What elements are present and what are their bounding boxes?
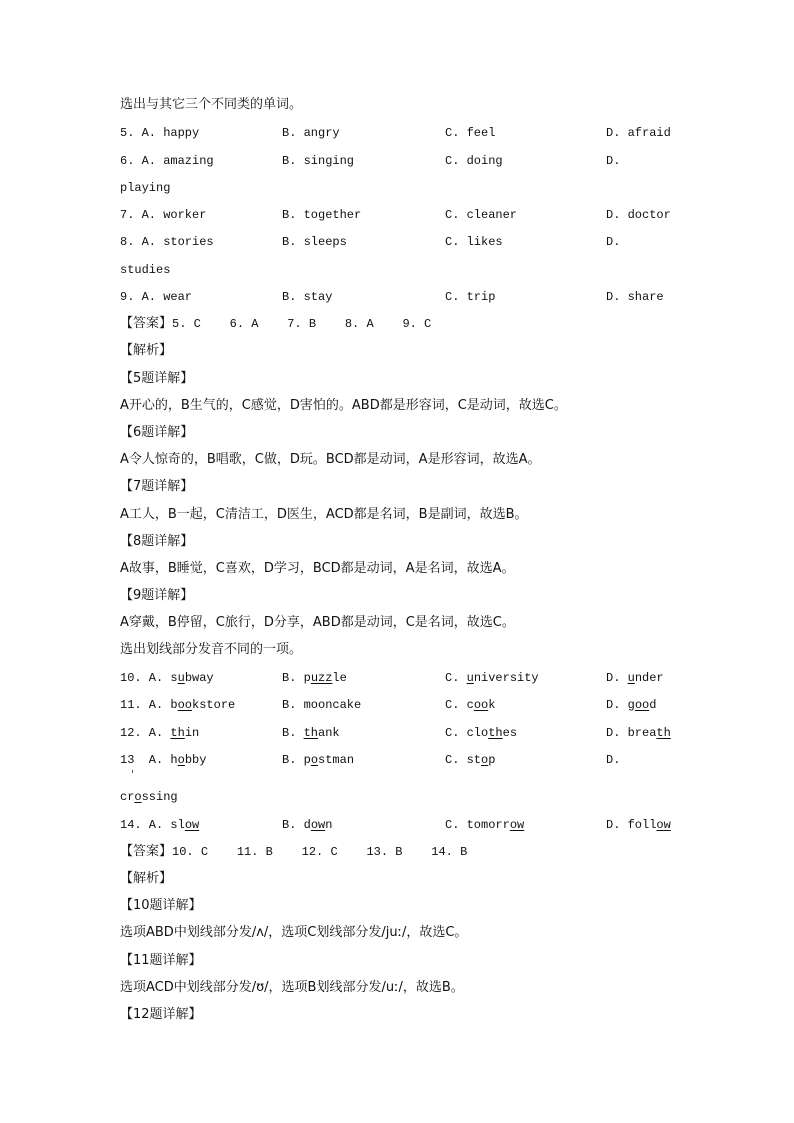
option-d: D. under	[606, 671, 664, 685]
option-a: 8. A. stories	[120, 235, 214, 249]
question-5	[120, 123, 680, 143]
option-d: D. doctor	[606, 208, 671, 222]
detail-title: 【11题详解】	[120, 953, 202, 968]
answer-values: 10. C 11. B 12. C 13. B 14. B	[172, 845, 468, 859]
detail-title: 【6题详解】	[120, 425, 194, 440]
option-c: C. likes	[445, 235, 503, 249]
option-b: B. angry	[282, 126, 340, 140]
question-9	[120, 287, 680, 307]
option-c: C. trip	[445, 290, 496, 304]
question-11	[120, 695, 680, 715]
detail-title: 【12题详解】	[120, 1007, 202, 1022]
option-c: C. cleaner	[445, 208, 518, 222]
detail-text: 选项ABD中划线部分发/ʌ/，选项C划线部分发/juː/，故选C。	[120, 925, 468, 940]
detail-text: A穿戴，B停留，C旅行，D分享，ABD都是动词，C是名词，故选C。	[120, 615, 515, 630]
option-d: D.	[606, 753, 621, 767]
option-c: C. clothes	[445, 726, 518, 740]
analysis-label: 【解析】	[120, 343, 173, 358]
detail-text: A开心的，B生气的，C感觉，D害怕的。ABD都是形容词，C是动词，故选C。	[120, 398, 567, 413]
option-b: B. together	[282, 208, 362, 222]
detail-title: 【9题详解】	[120, 588, 194, 603]
detail-text: A工人，B一起，C清洁工，D医生，ACD都是名词，B是副词，故选B。	[120, 507, 528, 522]
option-c: C. doing	[445, 154, 503, 168]
option-d-wrap: studies	[120, 263, 171, 277]
option-c: C. feel	[445, 126, 496, 140]
option-d: D.	[606, 154, 621, 168]
detail-title: 【10题详解】	[120, 898, 202, 913]
option-c: C. tomorrow	[445, 818, 525, 832]
option-b: B. postman	[282, 753, 355, 767]
detail-title: 【7题详解】	[120, 479, 194, 494]
option-d-wrap: crossing	[120, 790, 178, 804]
question-14	[120, 815, 680, 835]
detail-title: 【5题详解】	[120, 371, 194, 386]
question-8	[120, 232, 680, 252]
option-c: C. cook	[445, 698, 496, 712]
option-a: 5. A. happy	[120, 126, 200, 140]
answer-label: 【答案】	[120, 316, 173, 331]
answer-line	[120, 314, 431, 334]
option-d: D. follow	[606, 818, 671, 832]
option-d: D.	[606, 235, 621, 249]
option-a: 14. A. slow	[120, 818, 200, 832]
option-b: B. thank	[282, 726, 340, 740]
option-b: B. singing	[282, 154, 355, 168]
option-b: B. down	[282, 818, 333, 832]
section-heading: 选出与其它三个不同类的单词。	[120, 97, 303, 112]
option-a: 9. A. wear	[120, 290, 193, 304]
option-a: 11. A. bookstore	[120, 698, 236, 712]
option-d: D. breath	[606, 726, 671, 740]
question-7	[120, 205, 680, 225]
question-6	[120, 151, 680, 171]
question-10	[120, 668, 680, 688]
detail-text: A令人惊奇的，B唱歌，C做，D玩。BCD都是动词，A是形容词，故选A。	[120, 452, 541, 467]
option-d: D. share	[606, 290, 664, 304]
detail-title: 【8题详解】	[120, 534, 194, 549]
option-d: D. afraid	[606, 126, 671, 140]
section-heading: 选出划线部分发音不同的一项。	[120, 642, 303, 657]
option-b: B. puzzle	[282, 671, 347, 685]
answer-values: 5. C 6. A 7. B 8. A 9. C	[172, 317, 432, 331]
option-a: 6. A. amazing	[120, 154, 214, 168]
option-d: D. good	[606, 698, 657, 712]
detail-text: A故事，B睡觉，C喜欢，D学习，BCD都是动词，A是名词，故选A。	[120, 561, 515, 576]
analysis-label: 【解析】	[120, 871, 173, 886]
detail-text: 选项ACD中划线部分发/ʊ/，选项B划线部分发/uː/，故选B。	[120, 980, 464, 995]
answer-line	[120, 842, 467, 862]
option-a: 10. A. subway	[120, 671, 214, 685]
option-c: C. stop	[445, 753, 496, 767]
option-a: 12. A. thin	[120, 726, 200, 740]
question-12	[120, 723, 680, 743]
stray-mark	[132, 770, 133, 773]
question-13	[120, 750, 680, 770]
option-a: 13 A. hobby	[120, 753, 207, 767]
option-b: B. stay	[282, 290, 333, 304]
option-a: 7. A. worker	[120, 208, 207, 222]
option-c: C. university	[445, 671, 539, 685]
option-b: B. mooncake	[282, 698, 362, 712]
option-d-wrap: playing	[120, 181, 171, 195]
option-b: B. sleeps	[282, 235, 347, 249]
answer-label: 【答案】	[120, 844, 173, 859]
